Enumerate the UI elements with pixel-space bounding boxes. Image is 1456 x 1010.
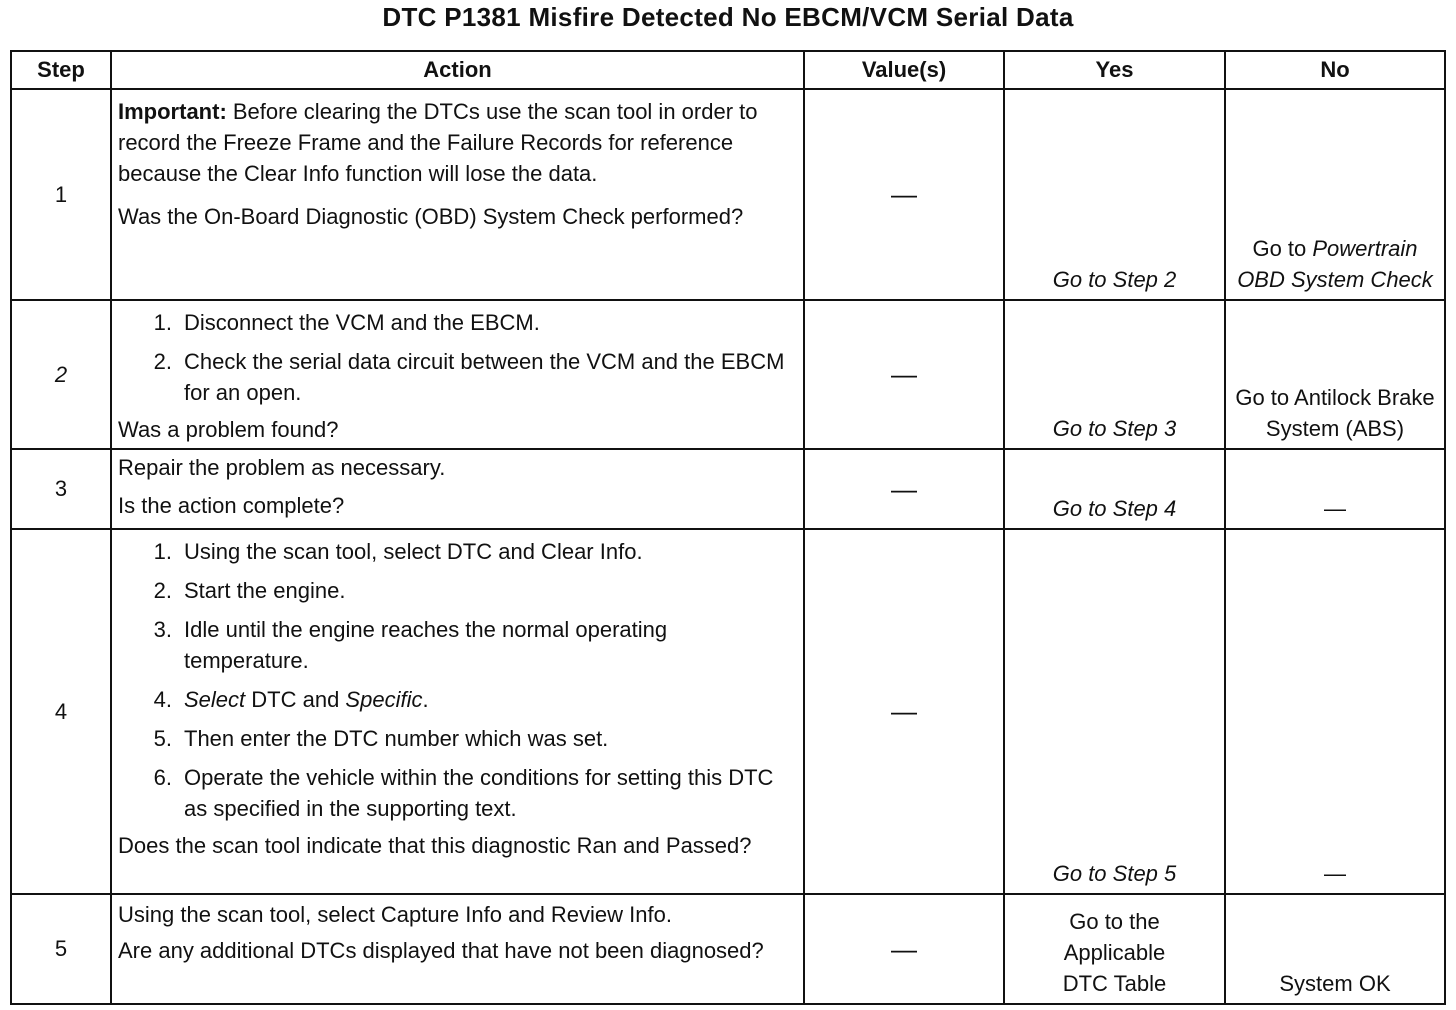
important-text: Before clearing the DTCs use the scan tool in order to record the Freeze Frame and the Failure Records for reference because the Clear Info function will lose the data.	[118, 99, 758, 186]
no-cell: —	[1225, 449, 1445, 529]
action-cell	[111, 300, 804, 449]
action-list	[118, 307, 795, 408]
step-number: 3	[11, 449, 111, 529]
value-cell: —	[804, 894, 1004, 1004]
no-cell: System OK	[1225, 894, 1445, 1004]
list-item: 2. Start the engine.	[153, 578, 346, 603]
value-cell: —	[804, 529, 1004, 894]
header-step: Step	[11, 51, 111, 89]
yes-cell: Go to the Applicable DTC Table	[1004, 894, 1225, 1004]
diagnostic-table	[10, 50, 1446, 1005]
table-row	[11, 529, 1445, 894]
list-item: 1. Disconnect the VCM and the EBCM.	[153, 310, 540, 335]
list-item: 1. Using the scan tool, select DTC and Clear Info.	[153, 539, 643, 564]
value-cell: —	[804, 300, 1004, 449]
action-cell	[111, 89, 804, 300]
no-cell	[1225, 89, 1445, 300]
action-text: Using the scan tool, select Capture Info and Review Info.	[118, 902, 672, 927]
no-cell: —	[1225, 529, 1445, 894]
action-question: Is the action complete?	[118, 493, 345, 518]
table-row	[11, 894, 1445, 1004]
list-item: 2. Check the serial data circuit between the VCM and the EBCM for an open.	[153, 349, 785, 405]
yes-cell: Go to Step 4	[1004, 449, 1225, 529]
action-question: Are any additional DTCs displayed that have not been diagnosed?	[118, 938, 764, 963]
step-number: 5	[11, 894, 111, 1004]
header-row	[11, 51, 1445, 89]
no-link: Powertrain OBD System Check	[1237, 236, 1433, 292]
value-cell: —	[804, 89, 1004, 300]
action-question: Does the scan tool indicate that this diagnostic Ran and Passed?	[118, 833, 752, 858]
important-note	[118, 96, 795, 189]
step-number: 4	[11, 529, 111, 894]
header-action: Action	[111, 51, 804, 89]
action-cell	[111, 529, 804, 894]
step-number: 1	[11, 89, 111, 300]
action-list	[118, 536, 795, 824]
list-item: 6. Operate the vehicle within the conditions for setting this DTC as specified in the supporting text.	[153, 765, 774, 821]
table-row	[11, 89, 1445, 300]
no-cell: Go to Antilock Brake System (ABS)	[1225, 300, 1445, 449]
important-label: Important:	[118, 99, 227, 124]
header-yes: Yes	[1004, 51, 1225, 89]
header-no: No	[1225, 51, 1445, 89]
yes-cell: Go to Step 5	[1004, 529, 1225, 894]
table-row	[11, 300, 1445, 449]
value-cell: —	[804, 449, 1004, 529]
page-title: DTC P1381 Misfire Detected No EBCM/VCM Serial Data	[382, 2, 1074, 32]
list-item: 5. Then enter the DTC number which was set.	[153, 726, 609, 751]
yes-cell: Go to Step 3	[1004, 300, 1225, 449]
header-values: Value(s)	[804, 51, 1004, 89]
no-prefix: Go to	[1252, 236, 1313, 261]
action-cell	[111, 894, 804, 1004]
action-question: Was a problem found?	[118, 417, 339, 442]
list-item: 4. Select DTC and Specific.	[153, 687, 429, 712]
yes-cell: Go to Step 2	[1004, 89, 1225, 300]
step-number: 2	[11, 300, 111, 449]
action-cell	[111, 449, 804, 529]
action-text: Repair the problem as necessary.	[118, 455, 446, 480]
action-question: Was the On-Board Diagnostic (OBD) System Check performed?	[118, 204, 744, 229]
table-row	[11, 449, 1445, 529]
list-item: 3. Idle until the engine reaches the normal operating temperature.	[153, 617, 668, 673]
